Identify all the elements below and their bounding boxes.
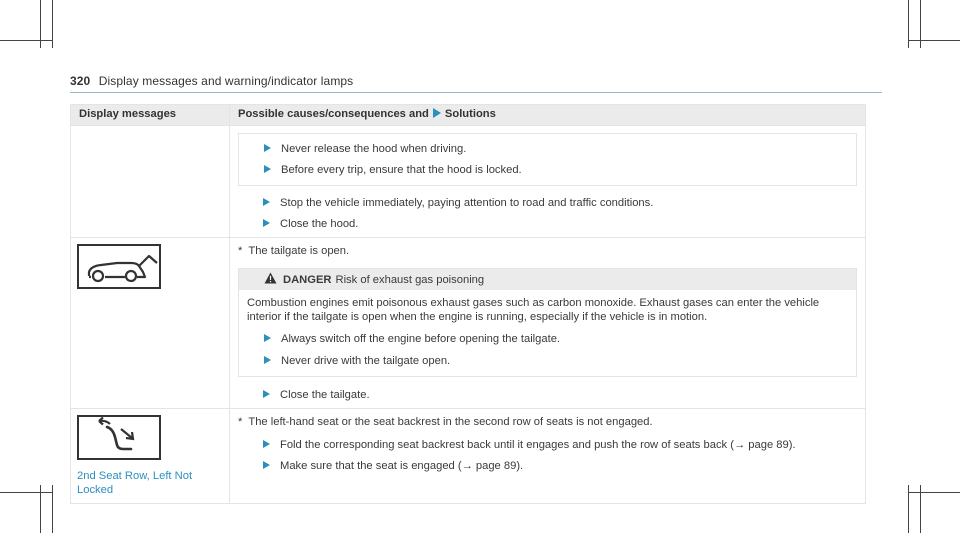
list-item: Make sure that the seat is engaged (→ page 89). [263, 459, 857, 473]
arrow-icon [263, 390, 270, 398]
table-row [71, 126, 866, 238]
table-row [71, 238, 866, 409]
message-cell [71, 409, 230, 504]
arrow-icon [433, 108, 441, 118]
arrow-icon [264, 165, 271, 173]
page-header [70, 74, 353, 88]
col-header-causes-solutions: Possible causes/consequences and Solutions [230, 105, 866, 126]
list-item: Before every trip, ensure that the hood is locked. [264, 163, 856, 177]
list-item: Close the hood. [263, 217, 857, 231]
arrow-icon [264, 144, 271, 152]
arrow-icon [264, 356, 271, 364]
message-cell [71, 238, 230, 409]
crop-mark [52, 485, 53, 533]
display-messages-table [70, 104, 866, 504]
list-item: Never drive with the tailgate open. [264, 354, 846, 368]
message-cell [71, 126, 230, 238]
danger-header [239, 269, 856, 290]
message-note: * The tailgate is open. [238, 245, 350, 257]
warning-steps-box [238, 133, 857, 186]
danger-title: DANGER [283, 274, 332, 286]
arrow-icon [263, 219, 270, 227]
message-caption: 2nd Seat Row, Left Not Locked [77, 470, 193, 496]
table-header-row [71, 105, 866, 126]
page-number: 320 [70, 74, 91, 88]
arrow-icon [264, 334, 271, 342]
crop-mark [0, 40, 52, 41]
warning-triangle-icon [264, 272, 277, 284]
crop-mark [0, 492, 52, 493]
danger-text: Combustion engines emit poisonous exhaust gases such as carbon monoxide. Exhaust gases can enter the vehicle interior if the tailgate is open when the engine is running, especially if the vehicle is in motion. [247, 297, 820, 323]
solutions-cell [230, 409, 866, 504]
crop-mark [52, 0, 53, 48]
arrow-icon [263, 461, 270, 469]
list-item: Close the tailgate. [263, 388, 857, 402]
page-title: Display messages and warning/indicator lamps [98, 74, 354, 88]
list-item: Always switch off the engine before opening the tailgate. [264, 332, 846, 346]
seat-backrest-icon [77, 415, 161, 460]
tailgate-open-icon [77, 244, 161, 289]
arrow-icon [263, 440, 270, 448]
crop-mark [908, 40, 960, 41]
danger-body [239, 290, 856, 376]
table-row [71, 409, 866, 504]
message-note: * The left-hand seat or the seat backrest in the second row of seats is not engaged. [238, 416, 653, 428]
list-item: Never release the hood when driving. [264, 142, 856, 156]
danger-box [238, 268, 857, 377]
danger-subtitle: Risk of exhaust gas poisoning [335, 274, 485, 286]
list-item: Fold the corresponding seat backrest back until it engages and push the row of seats back (→ page 89). [263, 438, 857, 452]
arrow-icon [263, 198, 270, 206]
solutions-cell [230, 126, 866, 238]
header-divider [70, 92, 882, 93]
list-item: Stop the vehicle immediately, paying attention to road and traffic conditions. [263, 196, 857, 210]
crop-mark [908, 492, 960, 493]
solutions-cell [230, 238, 866, 409]
col-header-display-messages: Display messages [71, 105, 230, 126]
